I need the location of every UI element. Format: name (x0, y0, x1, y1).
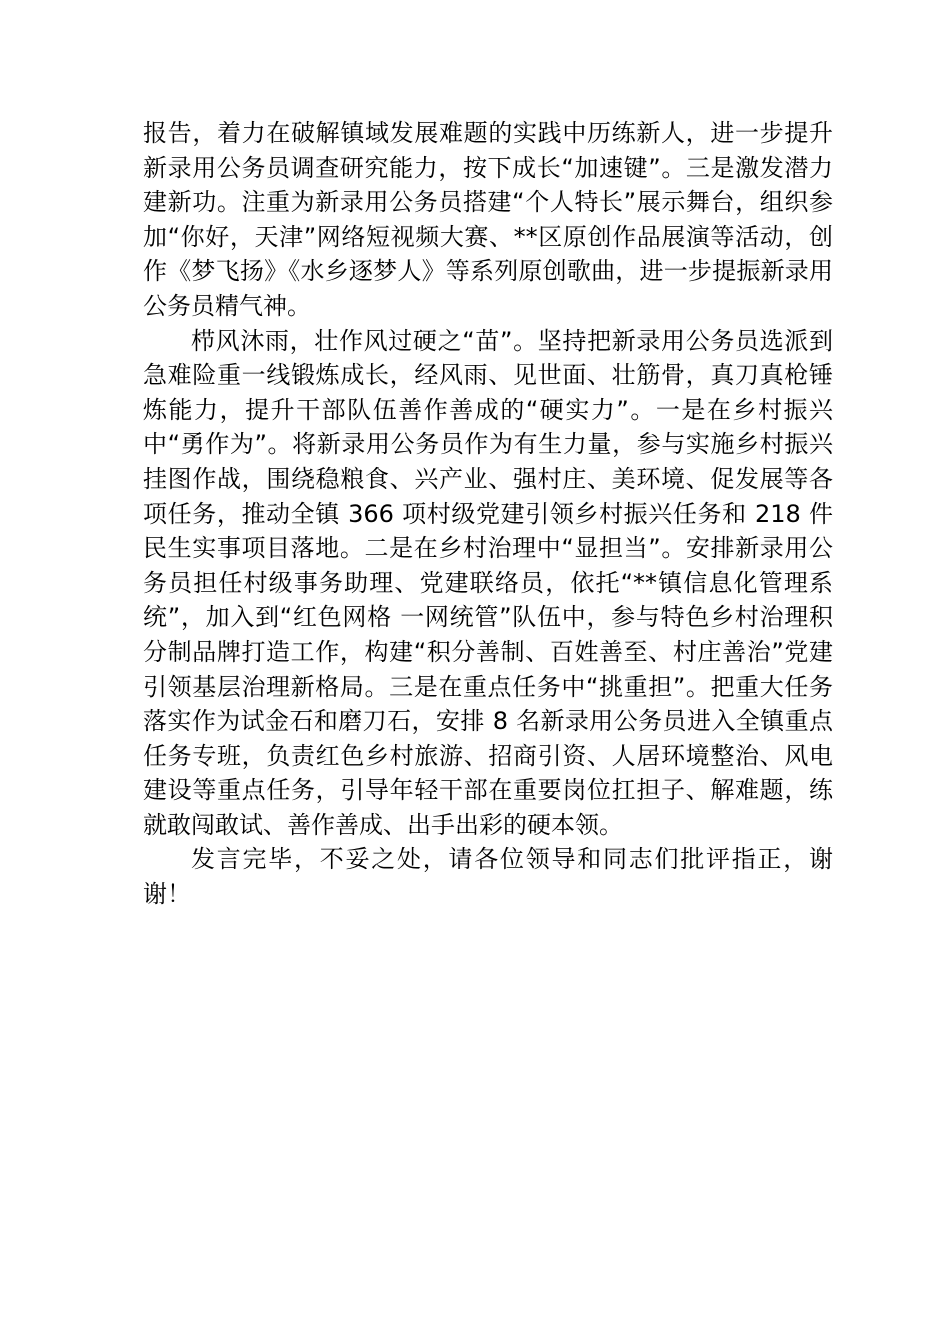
document-body (143, 116, 833, 912)
paragraph-continuation: 报告，着力在破解镇域发展难题的实践中历练新人，进一步提升新录用公务员调查研究能力，按下成长“加速键”。三是激发潜力建新功。注重为新录用公务员搭建“个人特长”展示舞台，组织参加“你好，天津”网络短视频大赛、**区原创作品展演等活动，创作《梦飞扬》《水乡逐梦人》等系列原创歌曲，进一步提振新录用公务员精气神。 (143, 119, 833, 320)
paragraph-tempering-section: 栉风沐雨，壮作风过硬之“苗”。坚持把新录用公务员选派到急难险重一线锻炼成长，经风雨、见世面、壮筋骨，真刀真枪锤炼能力，提升干部队伍善作善成的“硬实力”。一是在乡村振兴中“勇作为”。将新录用公务员作为有生力量，参与实施乡村振兴挂图作战，围绕稳粮食、兴产业、强村庄、美环境、促发展等各项任务，推动全镇 366 项村级党建引领乡村振兴任务和 218 件民生实事项目落地。二是在乡村治理中“显担当”。安排新录用公务员担任村级事务助理、党建联络员，依托“**镇信息化管理系统”，加入到“红色网格 一网统管”队伍中，参与特色乡村治理积分制品牌打造工作，构建“积分善制、百姓善至、村庄善治”党建引领基层治理新格局。三是在重点任务中“挑重担”。把重大任务落实作为试金石和磨刀石，安排 8 名新录用公务员进入全镇重点任务专班，负责红色乡村旅游、招商引资、人居环境整治、风电建设等重点任务，引导年轻干部在重要岗位扛担子、解难题，练就敢闯敢试、善作善成、出手出彩的硬本领。 (143, 326, 833, 839)
paragraph-closing-remarks: 发言完毕，不妥之处，请各位领导和同志们批评指正，谢谢！ (143, 845, 833, 909)
